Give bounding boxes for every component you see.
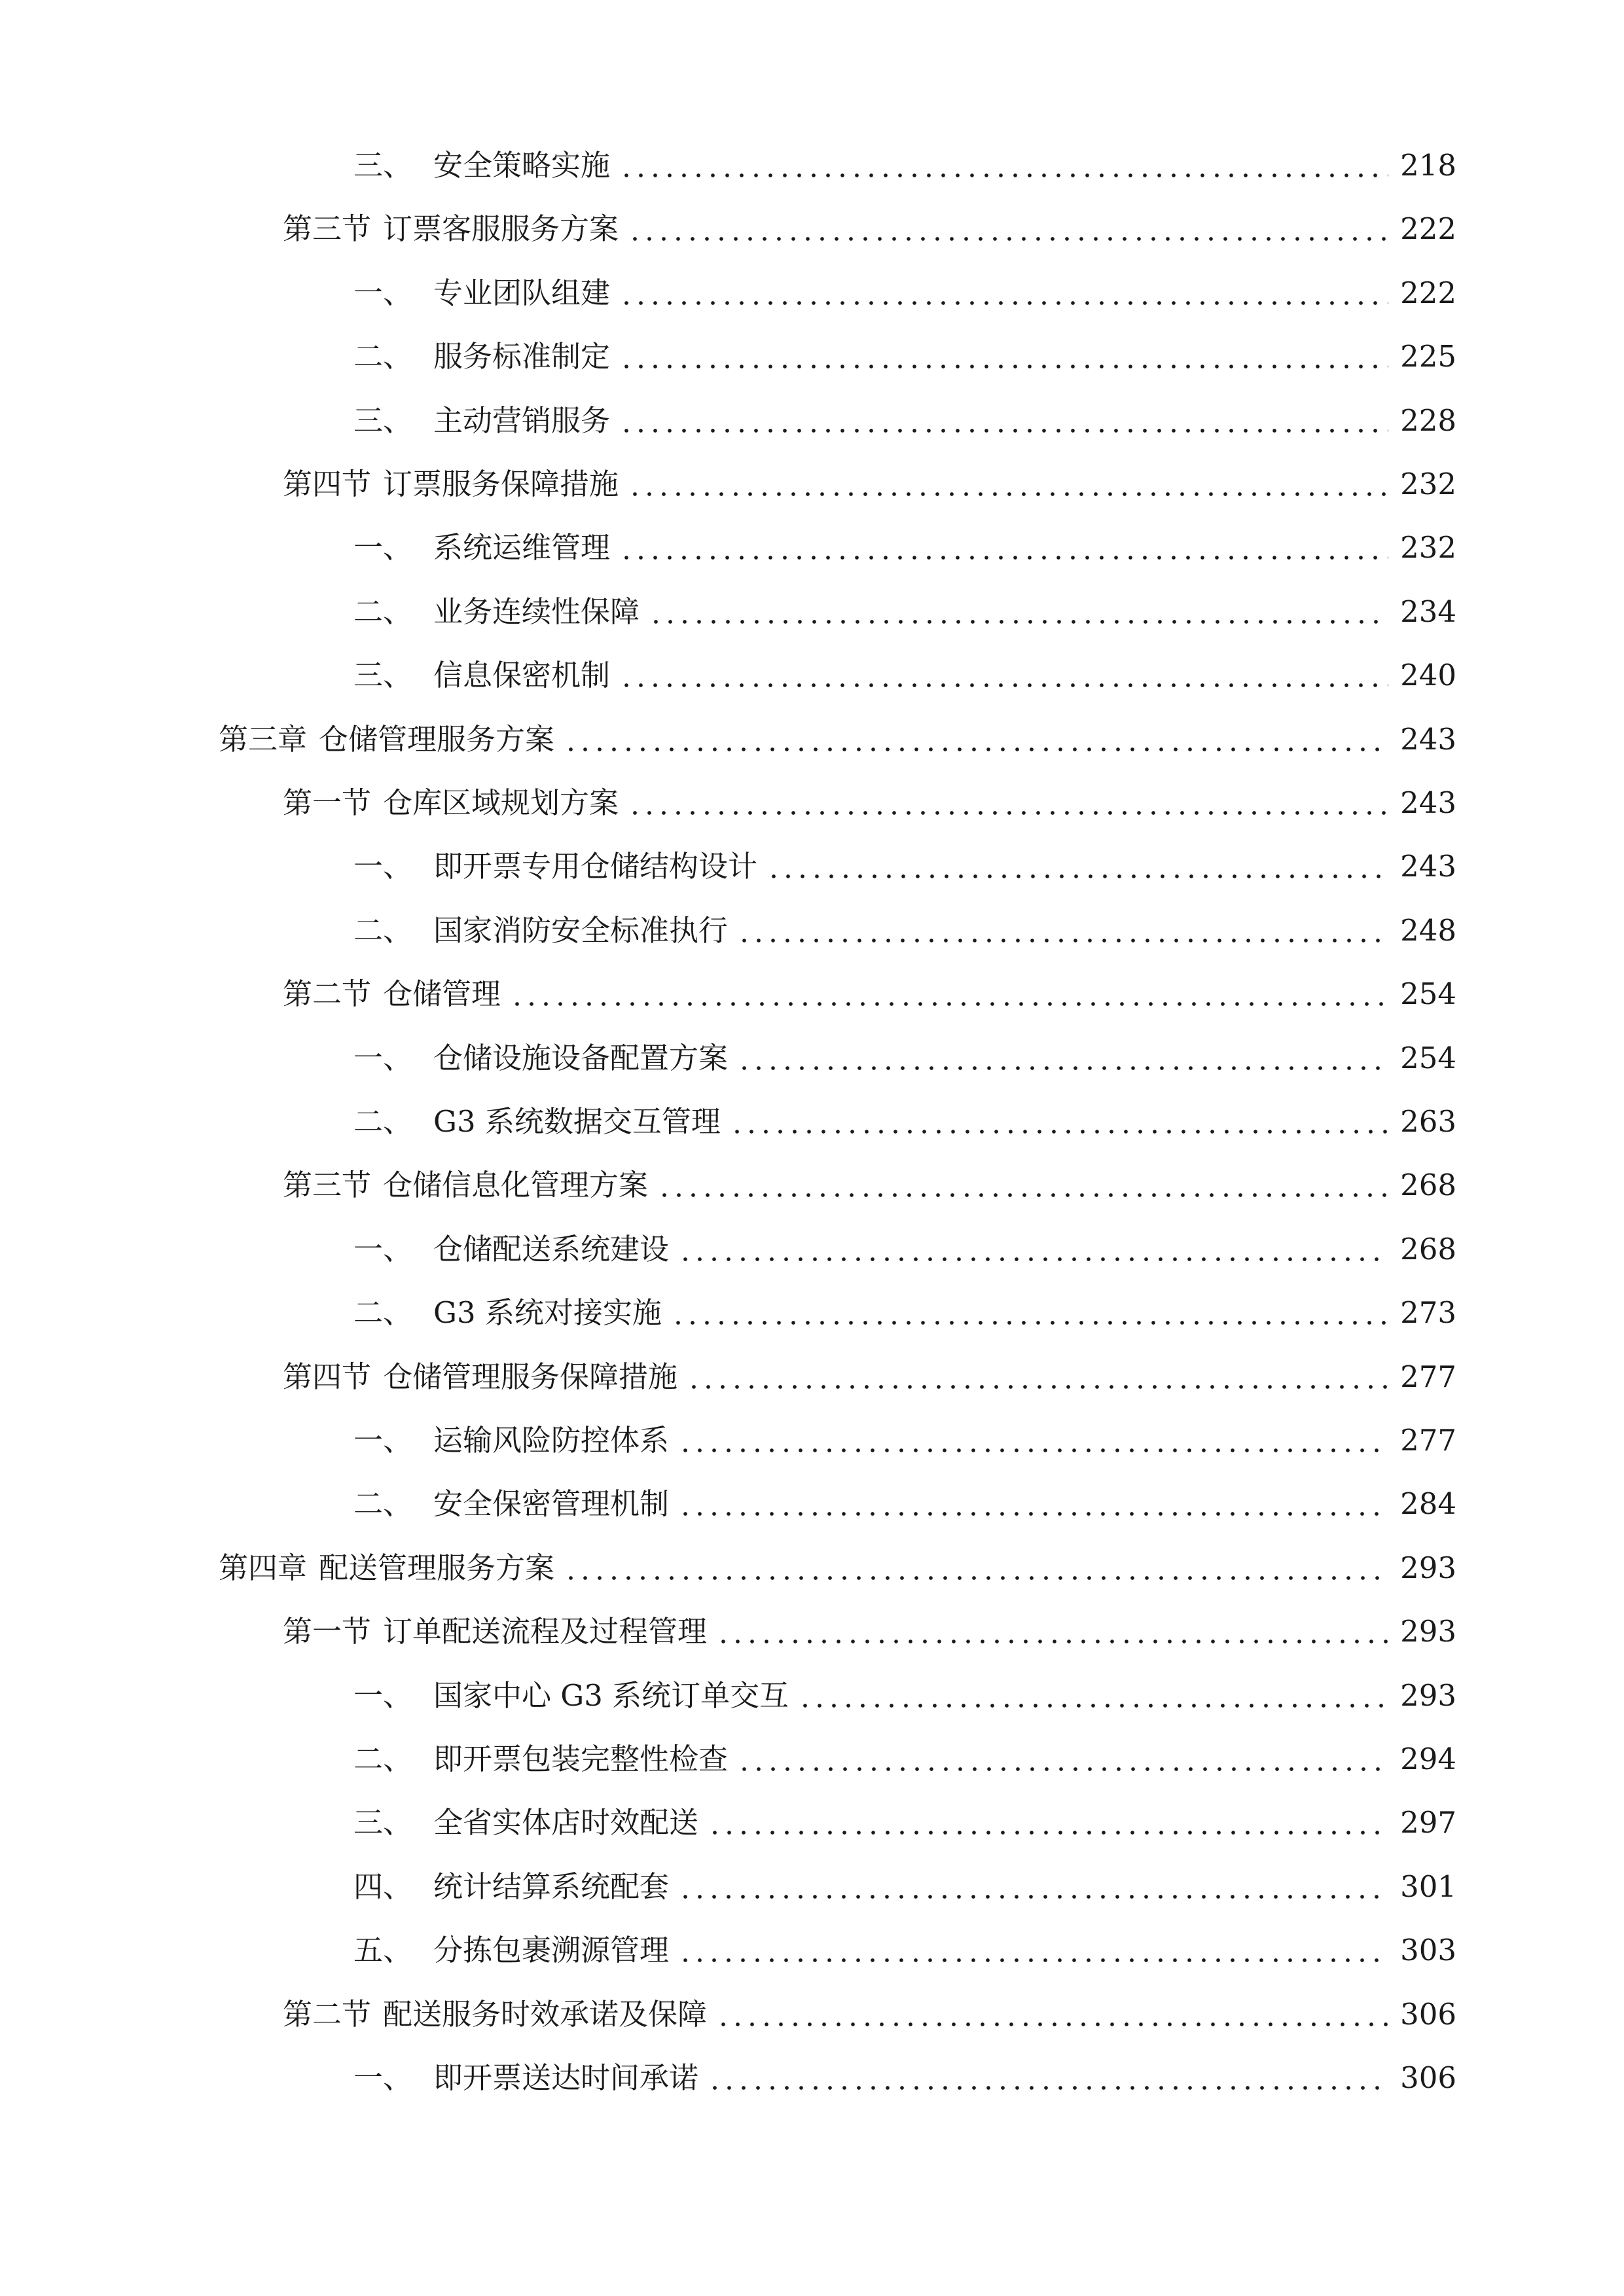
toc-entry-number: 二、	[353, 594, 413, 629]
toc-entry-number: 第三节	[283, 1168, 372, 1203]
toc-entry-number: 一、	[353, 1677, 413, 1713]
toc-entry-number: 二、	[353, 1295, 413, 1331]
toc-dot-leader	[687, 1384, 1388, 1390]
toc-dot-leader	[678, 1894, 1388, 1899]
toc-dot-leader	[619, 173, 1388, 178]
toc-entry[interactable]	[353, 1099, 1456, 1145]
toc-dot-leader	[716, 1639, 1388, 1644]
toc-entry-page-number: 306	[1400, 2060, 1456, 2095]
toc-dot-leader	[628, 810, 1388, 816]
toc-entry-page-number: 218	[1400, 148, 1456, 183]
toc-entry-page-number: 297	[1400, 1805, 1456, 1840]
toc-entry-number: 一、	[353, 2060, 413, 2095]
toc-dot-leader	[730, 1129, 1388, 1134]
toc-entry-title: 安全策略实施	[433, 148, 611, 183]
toc-entry-page-number: 268	[1400, 1168, 1456, 1203]
toc-entry-title: 专业团队组建	[433, 275, 611, 310]
toc-entry-number: 四、	[353, 1869, 413, 1904]
toc-entry-page-number: 306	[1400, 1996, 1456, 2032]
toc-entry-title: 即开票专用仓储结构设计	[433, 849, 758, 884]
toc-entry[interactable]	[353, 1800, 1456, 1846]
toc-entry-title: 仓储管理服务保障措施	[383, 1359, 678, 1394]
toc-entry-title: 订票服务保障措施	[383, 467, 619, 501]
toc-dot-leader	[671, 1320, 1388, 1325]
toc-entry-title: 订单配送流程及过程管理	[383, 1614, 708, 1649]
toc-entry[interactable]	[353, 1290, 1456, 1336]
toc-entry[interactable]	[283, 1162, 1456, 1208]
toc-dot-leader	[619, 364, 1388, 369]
toc-entry-title: 主动营销服务	[433, 403, 611, 438]
toc-dot-leader	[564, 747, 1388, 752]
toc-entry-number: 第三节	[283, 211, 372, 247]
toc-entry-page-number: 243	[1400, 785, 1456, 820]
toc-entry-title: G3 系统对接实施	[433, 1295, 662, 1331]
toc-entry-page-number: 294	[1400, 1742, 1456, 1776]
toc-entry-number: 五、	[353, 1933, 413, 1968]
toc-entry[interactable]	[283, 206, 1456, 252]
toc-entry[interactable]	[219, 1545, 1456, 1591]
toc-entry[interactable]	[353, 143, 1456, 188]
toc-entry[interactable]	[283, 971, 1456, 1017]
toc-entry-number: 一、	[353, 1231, 413, 1266]
toc-entry[interactable]	[283, 1609, 1456, 1655]
toc-entry-number: 二、	[353, 1486, 413, 1522]
toc-entry[interactable]	[353, 589, 1456, 635]
toc-entry-page-number: 248	[1400, 912, 1456, 948]
toc-entry-number: 三、	[353, 1805, 413, 1840]
toc-dot-leader	[708, 1830, 1388, 1835]
toc-entry[interactable]	[219, 717, 1456, 762]
toc-dot-leader	[564, 1575, 1388, 1581]
toc-entry[interactable]	[353, 653, 1456, 698]
toc-entry-page-number: 277	[1400, 1359, 1456, 1394]
toc-entry-title: 统计结算系统配套	[433, 1869, 670, 1904]
toc-dot-leader	[628, 492, 1388, 497]
toc-entry[interactable]	[353, 1928, 1456, 1973]
toc-entry-page-number: 234	[1400, 594, 1456, 629]
toc-entry-number: 一、	[353, 849, 413, 884]
toc-dot-leader	[767, 874, 1388, 879]
toc-dot-leader	[649, 619, 1388, 624]
toc-entry-page-number: 225	[1400, 339, 1456, 374]
toc-entry[interactable]	[283, 1992, 1456, 2037]
toc-entry[interactable]	[353, 1481, 1456, 1527]
toc-entry-title: 业务连续性保障	[433, 594, 640, 629]
toc-entry-title: 国家消防安全标准执行	[433, 912, 729, 948]
toc-entry-page-number: 293	[1400, 1550, 1456, 1585]
toc-entry-number: 三、	[353, 403, 413, 438]
toc-entry-number: 一、	[353, 275, 413, 310]
toc-entry-title: 仓储配送系统建设	[433, 1231, 670, 1266]
toc-entry[interactable]	[353, 1418, 1456, 1463]
toc-entry-number: 二、	[353, 339, 413, 374]
toc-dot-leader	[798, 1703, 1388, 1708]
toc-entry[interactable]	[283, 1354, 1456, 1400]
toc-dot-leader	[619, 683, 1388, 688]
toc-entry-page-number: 293	[1400, 1614, 1456, 1649]
toc-entry-page-number: 301	[1400, 1869, 1456, 1904]
toc-entry[interactable]	[353, 2055, 1456, 2101]
toc-entry-page-number: 254	[1400, 977, 1456, 1012]
toc-dot-leader	[657, 1193, 1388, 1198]
toc-entry-number: 第二节	[283, 977, 372, 1012]
toc-entry-title: 即开票送达时间承诺	[433, 2060, 699, 2095]
toc-entry[interactable]	[353, 270, 1456, 316]
toc-entry-page-number: 254	[1400, 1040, 1456, 1075]
toc-entry-page-number: 284	[1400, 1486, 1456, 1522]
toc-entry[interactable]	[353, 334, 1456, 380]
toc-entry-page-number: 268	[1400, 1231, 1456, 1266]
toc-entry-title: G3 系统数据交互管理	[433, 1104, 721, 1139]
toc-entry-number: 一、	[353, 1040, 413, 1075]
toc-entry-page-number: 232	[1400, 530, 1456, 565]
toc-entry-number: 三、	[353, 148, 413, 183]
toc-dot-leader	[678, 1257, 1388, 1262]
toc-entry-title: 仓储管理服务方案	[319, 721, 555, 757]
toc-dot-leader	[619, 300, 1388, 306]
toc-entry-title: 全省实体店时效配送	[433, 1805, 699, 1840]
toc-entry-page-number: 243	[1400, 721, 1456, 757]
toc-entry-title: 信息保密机制	[433, 658, 611, 693]
toc-dot-leader	[619, 555, 1388, 560]
toc-entry[interactable]	[353, 1864, 1456, 1910]
toc-entry[interactable]	[353, 398, 1456, 444]
toc-entry-title: 仓储管理	[383, 977, 501, 1012]
toc-entry-number: 三、	[353, 658, 413, 693]
toc-dot-leader	[716, 2022, 1388, 2027]
toc-entry-page-number: 293	[1400, 1677, 1456, 1713]
toc-entry[interactable]	[353, 1035, 1456, 1081]
toc-dot-leader	[628, 236, 1388, 242]
toc-entry-number: 第一节	[283, 785, 372, 820]
toc-entry-title: 订票客服服务方案	[383, 211, 619, 247]
toc-entry-page-number: 263	[1400, 1104, 1456, 1139]
toc-entry-page-number: 228	[1400, 403, 1456, 438]
toc-dot-leader	[737, 1066, 1388, 1071]
toc-dot-leader	[678, 1511, 1388, 1516]
toc-entry-page-number: 232	[1400, 467, 1456, 501]
toc-entry-page-number: 303	[1400, 1933, 1456, 1968]
toc-entry-title: 配送管理服务方案	[319, 1550, 555, 1585]
toc-entry-title: 即开票包装完整性检查	[433, 1742, 729, 1776]
toc-entry-number: 第四节	[283, 467, 372, 501]
toc-entry[interactable]	[353, 908, 1456, 954]
toc-entry-title: 运输风险防控体系	[433, 1423, 670, 1458]
toc-entry-page-number: 222	[1400, 275, 1456, 310]
toc-entry[interactable]	[353, 1673, 1456, 1719]
toc-entry-number: 二、	[353, 1742, 413, 1776]
toc-entry-title: 系统运维管理	[433, 530, 611, 565]
toc-entry-title: 安全保密管理机制	[433, 1486, 670, 1522]
toc-entry-title: 国家中心 G3 系统订单交互	[433, 1677, 789, 1713]
toc-entry-number: 二、	[353, 912, 413, 948]
toc-entry-number: 第一节	[283, 1614, 372, 1649]
toc-entry-number: 一、	[353, 1423, 413, 1458]
toc-entry[interactable]	[353, 525, 1456, 571]
toc-entry-page-number: 222	[1400, 211, 1456, 247]
toc-entry-number: 第二节	[283, 1996, 372, 2032]
toc-entry[interactable]	[353, 1227, 1456, 1272]
toc-entry-page-number: 240	[1400, 658, 1456, 693]
toc-entry-page-number: 243	[1400, 849, 1456, 884]
toc-dot-leader	[678, 1958, 1388, 1963]
toc-entry-title: 服务标准制定	[433, 339, 611, 374]
toc-entry-title: 仓库区域规划方案	[383, 785, 619, 820]
toc-dot-leader	[737, 1767, 1388, 1772]
toc-entry-page-number: 277	[1400, 1423, 1456, 1458]
toc-dot-leader	[708, 2085, 1388, 2090]
toc-entry-page-number: 273	[1400, 1295, 1456, 1331]
toc-entry-number: 二、	[353, 1104, 413, 1139]
toc-entry-number: 第四章	[219, 1550, 308, 1585]
toc-dot-leader	[737, 938, 1388, 943]
toc-entry-number: 一、	[353, 530, 413, 565]
toc-entry[interactable]	[283, 780, 1456, 826]
toc-dot-leader	[678, 1448, 1388, 1453]
toc-entry[interactable]	[353, 844, 1456, 889]
toc-entry-title: 分拣包裹溯源管理	[433, 1933, 670, 1968]
toc-entry-number: 第三章	[219, 721, 308, 757]
toc-entry-number: 第四节	[283, 1359, 372, 1394]
toc-entry-title: 配送服务时效承诺及保障	[383, 1996, 708, 2032]
toc-entry-title: 仓储信息化管理方案	[383, 1168, 649, 1203]
toc-dot-leader	[619, 428, 1388, 433]
toc-dot-leader	[510, 1001, 1388, 1007]
toc-entry-title: 仓储设施设备配置方案	[433, 1040, 729, 1075]
toc-entry[interactable]	[283, 461, 1456, 507]
toc-entry[interactable]	[353, 1736, 1456, 1782]
